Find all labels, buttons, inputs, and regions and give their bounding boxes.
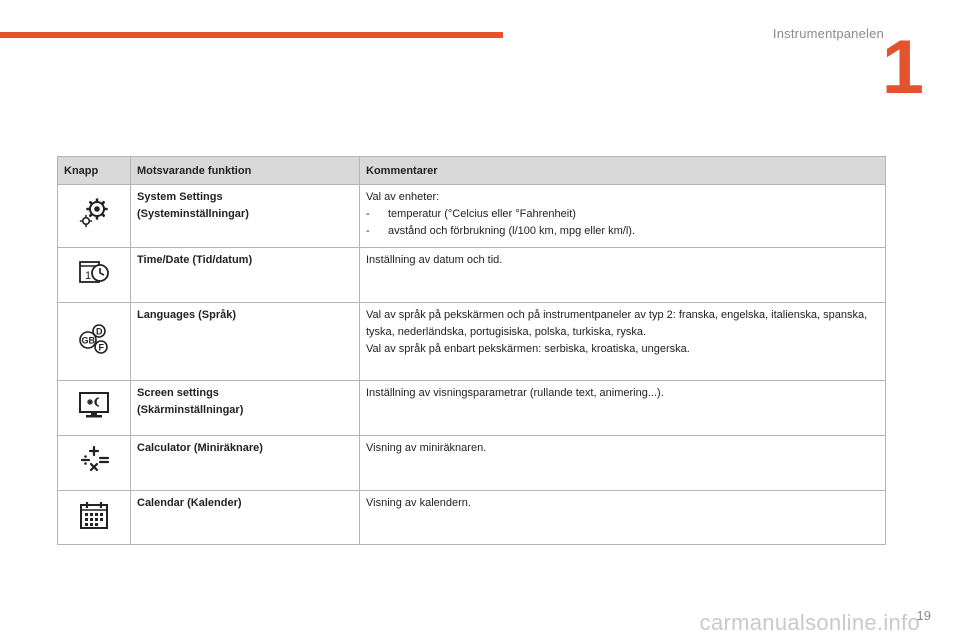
function-name: Languages (Språk) bbox=[131, 303, 360, 381]
comment-line: Visning av miniräknaren. bbox=[366, 442, 487, 454]
comments-cell bbox=[360, 303, 886, 381]
table-row bbox=[58, 248, 886, 303]
comment-line: Inställning av datum och tid. bbox=[366, 254, 503, 266]
table-row bbox=[58, 491, 886, 545]
icon-cell bbox=[58, 436, 131, 491]
comment-line: avstånd och förbrukning (l/100 km, mpg eller km/l). bbox=[388, 225, 635, 237]
calendar-clock-icon bbox=[77, 255, 111, 289]
comments-cell bbox=[360, 381, 886, 436]
page-number: 19 bbox=[916, 608, 931, 623]
function-name: Calculator (Miniräknare) bbox=[131, 436, 360, 491]
svg-text:F: F bbox=[98, 342, 104, 352]
comment-line: Val av språk på pekskärmen och på instrumentpaneler av typ 2: franska, engelska, italienska, spanska, tyska, nederländska, portugisiska, polska, turkiska, ryska. bbox=[366, 309, 868, 338]
comment-bullet: - temperatur (°Celcius eller °Fahrenheit) bbox=[366, 206, 879, 223]
comment-line: temperatur (°Celcius eller °Fahrenheit) bbox=[388, 208, 576, 220]
function-name: System Settings (Systeminställningar) bbox=[131, 185, 360, 248]
function-name: Calendar (Kalender) bbox=[131, 491, 360, 545]
comment-line: Val av enheter: bbox=[366, 191, 440, 203]
table-row bbox=[58, 381, 886, 436]
function-name: Screen settings (Skärminställningar) bbox=[131, 381, 360, 436]
chapter-number: 1 bbox=[881, 25, 924, 110]
accent-bar bbox=[0, 32, 503, 38]
comment-line: Val av språk på enbart pekskärmen: serbiska, kroatiska, ungerska. bbox=[366, 343, 690, 355]
calendar-icon bbox=[77, 498, 111, 532]
comments-cell bbox=[360, 436, 886, 491]
icon-cell bbox=[58, 248, 131, 303]
table-row bbox=[58, 436, 886, 491]
icon-cell bbox=[58, 303, 131, 381]
watermark: carmanualsonline.info bbox=[699, 610, 920, 635]
comment-line: Inställning av visningsparametrar (rullande text, animering...). bbox=[366, 387, 664, 399]
function-table bbox=[57, 156, 886, 545]
comment-bullet: - avstånd och förbrukning (l/100 km, mpg eller km/l). bbox=[366, 223, 879, 240]
language-flags-icon bbox=[77, 322, 111, 356]
svg-text:D: D bbox=[96, 326, 103, 336]
icon-cell bbox=[58, 381, 131, 436]
header-knapp: Knapp bbox=[58, 157, 131, 185]
svg-text:GB: GB bbox=[81, 335, 95, 345]
table-row bbox=[58, 185, 886, 248]
comments-cell bbox=[360, 248, 886, 303]
screen-settings-icon bbox=[77, 388, 111, 422]
comments-cell bbox=[360, 491, 886, 545]
section-title: Instrumentpanelen bbox=[772, 26, 884, 41]
icon-cell bbox=[58, 491, 131, 545]
comment-line: Visning av kalendern. bbox=[366, 497, 471, 509]
table-row bbox=[58, 303, 886, 381]
icon-cell bbox=[58, 185, 131, 248]
comments-cell bbox=[360, 185, 886, 248]
header-comments: Kommentarer bbox=[360, 157, 886, 185]
header-function: Motsvarande funktion bbox=[131, 157, 360, 185]
svg-text:1: 1 bbox=[85, 270, 92, 282]
settings-gears-icon bbox=[77, 196, 111, 230]
function-name: Time/Date (Tid/datum) bbox=[131, 248, 360, 303]
table-header-row bbox=[58, 157, 886, 185]
calculator-icon bbox=[77, 443, 111, 477]
